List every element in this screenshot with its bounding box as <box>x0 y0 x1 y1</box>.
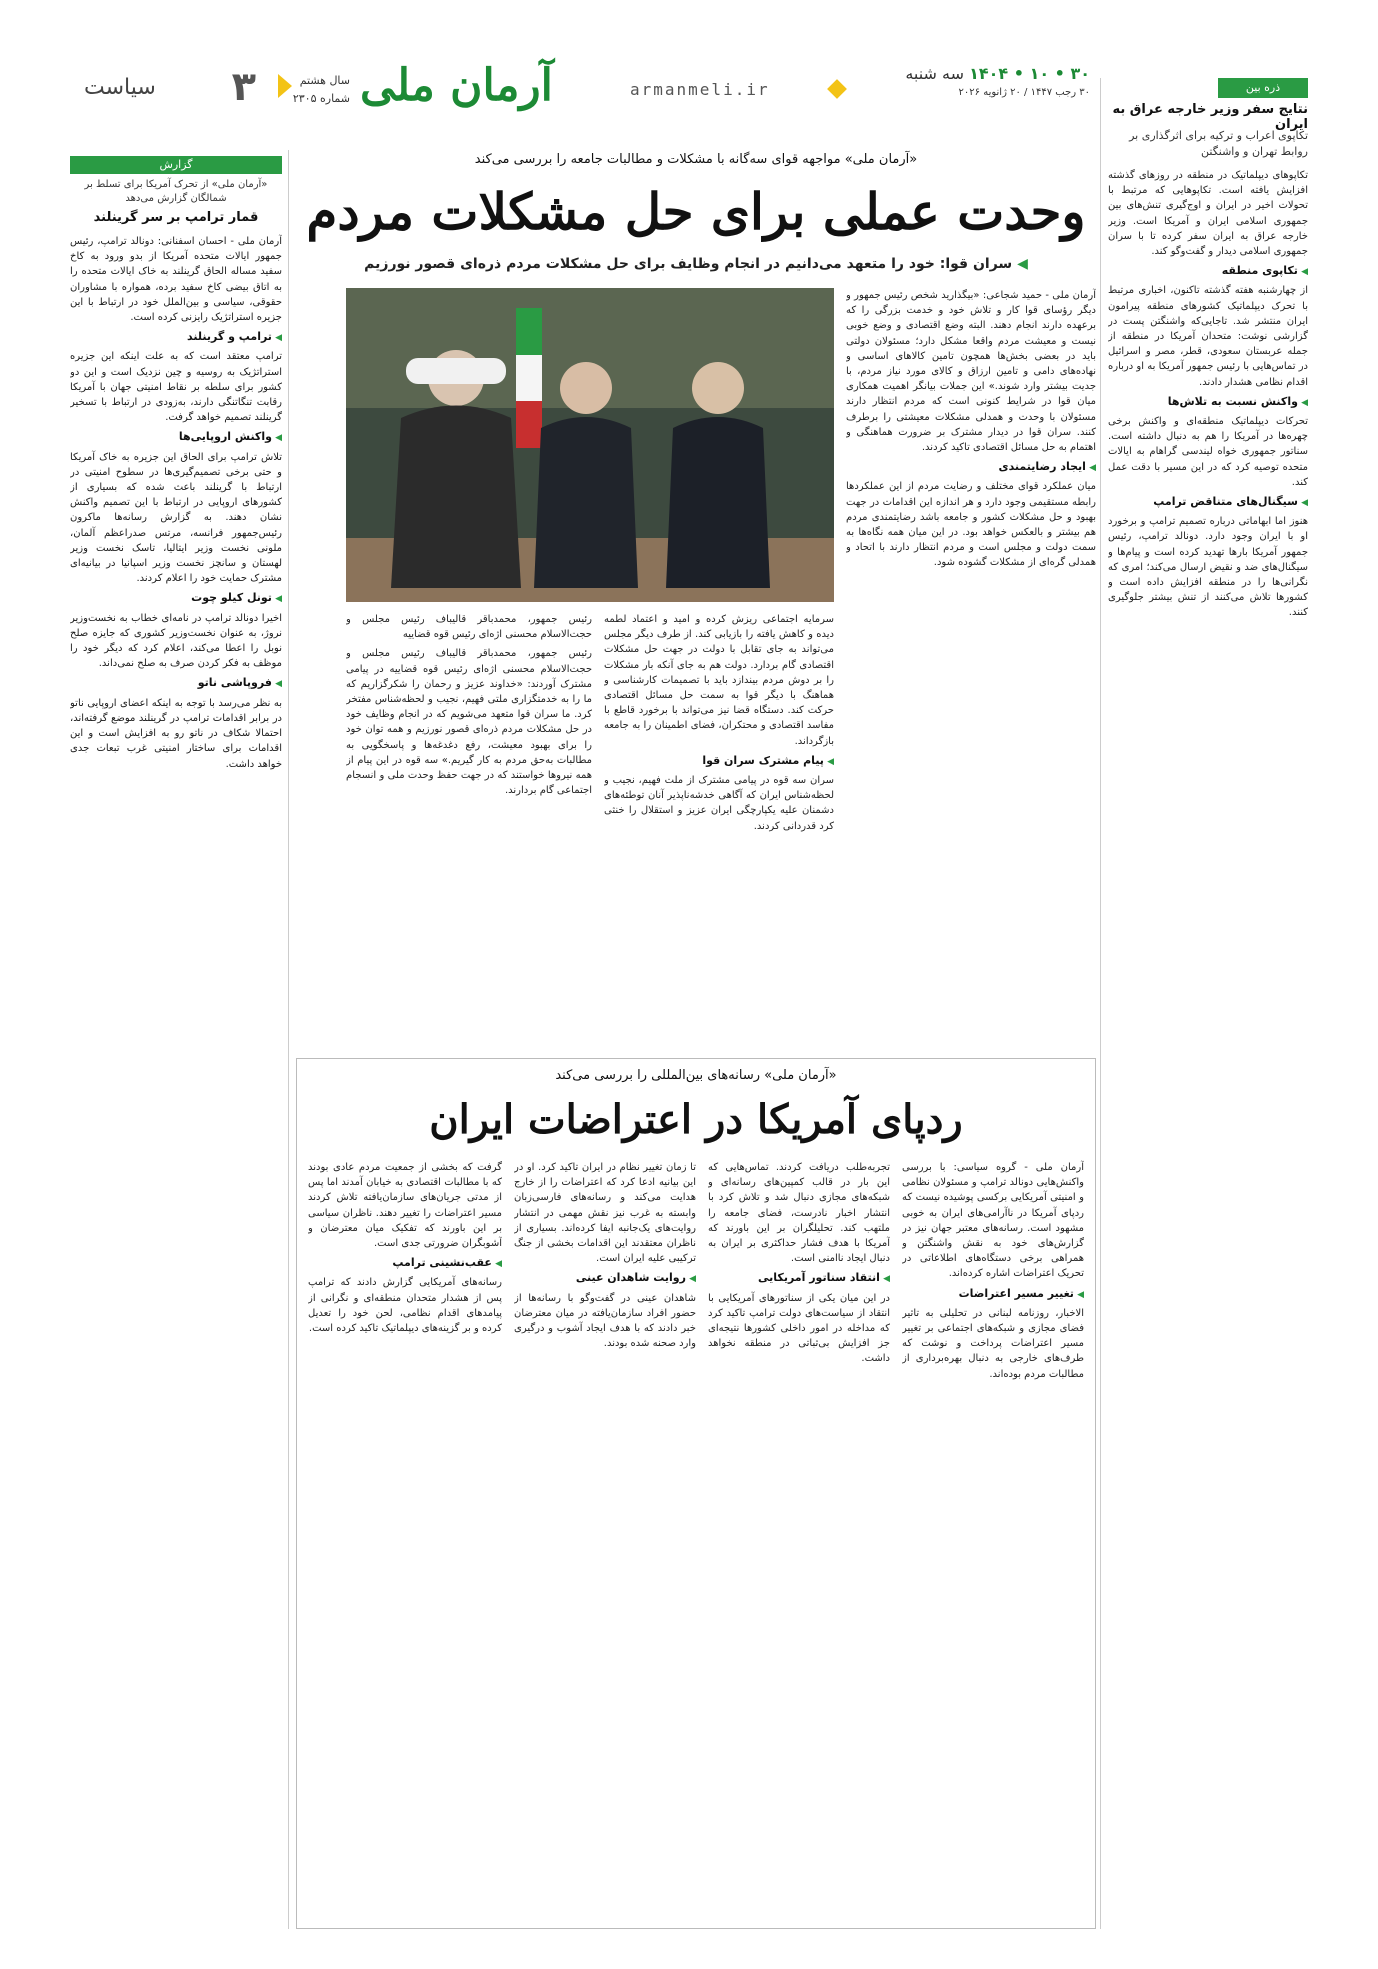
second-column-4-text: گرفت که بخشی از جمعیت مردم عادی بودند که با مطالبات اقتصادی به خیابان آمدند اما پس از مدتی جریان‌های سازمان‌یافته تلاش کردند مسیر اعتراضات را تغییر دهند. ناظران سیاسی بر این باورند که تفکیک میان معترضان و آشوبگران ضرورتی جدی است. <box>308 1162 502 1250</box>
second-column-3b-text: شاهدان عینی در گفت‌وگو با رسانه‌ها از حضور افراد سازمان‌یافته در میان معترضان خبر دادند که با هدف ایجاد آشوب و درگیری وارد صحنه شده بودند. <box>514 1292 696 1350</box>
lead-column-1b-text: میان عملکرد قوای مختلف و رضایت مردم از این عملکردها رابطه مستقیمی وجود دارد و هر اندازه این اقدامات در جهت بهبود و حل مشکلات کشور و جامعه باشد رضایتمندی مردم هم بیشتر و بالعکس خواهد بود. در این میان همه نگاه‌ها به سمت دولت و مجلس است و مردم انتظار دارند با اتحاد و همدلی گره‌ای از مشکلات گشوده شود. <box>846 481 1096 569</box>
report-title[interactable]: قمار ترامپ بر سر گرینلند <box>93 210 259 225</box>
newspaper-logo[interactable]: آرمان ملی <box>360 60 553 111</box>
sidebar-para-2: تحرکات دیپلماتیک منطقه‌ای و واکنش برخی چهره‌ها در آمریکا را هم به دنبال داشته است. سناتور جمهوری خواه لیندسی گراهام به ایالات متحده توصیه کرد که در این مسیر با دقت عمل کند. <box>1108 416 1308 488</box>
sidebar-para-3: هنوز اما ابهاماتی درباره تصمیم ترامپ و برخورد او با ایران وجود دارد. دونالد ترامپ، رئیس جمهور آمریکا بارها تهدید کرده است و پیام‌ها و سیگنال‌های ضد و نقیض ارسال می‌کند؛ امری که نگرانی‌ها را در منطقه افزایش داده است و کشورها تلاش می‌کنند از تنش بیشتر جلوگیری کنند. <box>1108 516 1308 619</box>
sidebar-title[interactable]: نتایج سفر وزیر خارجه عراق به ایران <box>1112 102 1308 132</box>
lead-headline[interactable]: وحدت عملی برای حل مشکلات مردم <box>306 182 1086 241</box>
second-heading-3: ◀ روایت شاهدان عینی <box>514 1270 696 1287</box>
edition-year: سال هشتم <box>299 74 350 87</box>
report-para-2: تلاش ترامپ برای الحاق این جزیره به خاک آمریکا و حتی برخی تصمیم‌گیری‌ها در سطوح امنیتی در ارتباط با گرینلند باعث شده که بسیاری از کشورهای اروپایی در ارتباط با این تصمیم واکنش نشان دهند. به گزارش رسانه‌ها ماکرون رئیس‌جمهور فرانسه، مرتس صدراعظم آلمان، ملونی نخست وزیر ایتالیا، تاسک نخست وزیر لهستان و سانچز نخست وزیر اسپانیا در بیانیه‌ای مشترک حمایت خود را اعلام کردند. <box>70 451 282 585</box>
sidebar-para-1: از چهارشنبه هفته گذشته تاکنون، اخباری مرتبط با تحرک دیپلماتیک کشورهای منطقه پیرامون ایران منتشر شد. تاجایی‌که واشنگتن پست در گزارشی نوشت: متحدان آمریکا در منطقه از جمله عربستان سعودی، قطر، مصر و اسرائیل در تماس‌هایی با رئیس جمهور آمریکا به او درباره اقدام نظامی هشدار دادند. <box>1108 285 1308 388</box>
sidebar-heading-2: ◀ واکنش نسبت به تلاش‌ها <box>1108 394 1308 411</box>
report-heading-1: ◀ ترامپ و گرینلند <box>70 329 282 346</box>
diamond-icon <box>827 79 847 99</box>
lead-column-2b-text: سران سه قوه در پیامی مشترک از ملت فهیم، نجیب و لحظه‌شناس ایران که آگاهی خدشه‌ناپذیر آنان توطئه‌های دشمنان علیه یکپارچگی ایران عزیز و استقلال را خنثی کرد قدردانی کردند. <box>604 775 834 832</box>
second-heading-1: ◀ تغییر مسیر اعتراضات <box>902 1286 1084 1303</box>
column-divider <box>288 150 289 1929</box>
second-column-2b-text: در این میان یکی از سناتورهای آمریکایی با انتقاد از سیاست‌های دولت ترامپ تاکید کرد که مداخله در امور داخلی کشورها نتیجه‌ای جز افزایش بی‌ثباتی در منطقه نخواهد داشت. <box>708 1292 890 1365</box>
site-url[interactable]: armanmeli.ir <box>630 80 770 99</box>
lead-column-1 <box>846 288 1096 1052</box>
lead-column-2-text: سرمایه اجتماعی ریزش کرده و امید و اعتماد لطمه دیده و کاهش یافته را بازیابی کند. از طرف دیگر مجلس می‌تواند به جای تقابل با دولت در جهت حل مشکلات اقتصادی گام بردارد. دولت هم به جای آنکه بار مشکلات را بر دوش مردم بیندازد باید با تصمیمات کارشناسی و هماهنگ با دیگر قوا به سمت حل مسائل اقتصادی حرکت کند. دستگاه قضا نیز می‌تواند با برخورد قاطع با مفاسد اقتصادی و محتکران، فضای اطمینان را به جامعه بازگرداند. <box>604 614 834 747</box>
lead-story <box>296 152 1096 1052</box>
report-heading-2: ◀ واکنش اروپایی‌ها <box>70 429 282 446</box>
weekday: سه شنبه <box>905 64 965 83</box>
page-section-box <box>70 64 270 110</box>
second-heading-2: ◀ انتقاد سناتور آمریکایی <box>708 1270 890 1287</box>
lead-column-3 <box>346 612 592 1052</box>
report-heading-3: ◀ تونل کیلو چوت <box>70 590 282 607</box>
lead-kicker: «آرمان ملی» مواجهه قوای سه‌گانه با مشکلات و مطالبات جامعه را بررسی می‌کند <box>474 152 918 167</box>
column-divider <box>1100 78 1101 1929</box>
second-column-4b-text: رسانه‌های آمریکایی گزارش دادند که ترامپ پس از هشدار متحدان منطقه‌ای و نگرانی از پیامدهای اقدام نظامی، لحن خود را تعدیل کرده و بر گزینه‌های دیپلماتیک تاکید کرده است. <box>308 1277 502 1335</box>
second-column-2-text: تجربه‌طلب دریافت کردند. تماس‌هایی که این بار در قالب کمپین‌های رسانه‌ای و شبکه‌های مجازی دنبال شد و تلاش کرد با انتشار اخبار نادرست، فضای جامعه را ملتهب کند. تحلیلگران بر این باورند که آمریکا با هدف فشار حداکثری بر ایران به دنبال ایجاد ناامنی است. <box>708 1162 890 1265</box>
report-heading-4: ◀ فروپاشی ناتو <box>70 675 282 692</box>
sidebar-badge: ذره بین <box>1218 78 1308 98</box>
date-sub: ۳۰ رجب ۱۴۴۷ / ۲۰ ژانویه ۲۰۲۶ <box>958 87 1090 98</box>
second-column-3 <box>514 1160 696 1919</box>
edition-info <box>270 72 350 108</box>
lead-photo-caption: رئیس جمهور، محمدباقر قالیباف رئیس مجلس و حجت‌الاسلام محسنی اژه‌ای رئیس قوه قضاییه <box>346 614 592 641</box>
section-name: سیاست <box>84 74 156 100</box>
sidebar-heading-3: ◀ سیگنال‌های متناقض ترامپ <box>1108 494 1308 511</box>
date-solar: ۳۰ • ۱۰ • ۱۴۰۴ <box>969 64 1090 83</box>
report-para-4: به نظر می‌رسد با توجه به اینکه اعضای اروپایی ناتو در برابر اقدامات ترامپ در گرینلند موضع گرفته‌اند، احتمالا شکاف در ناتو رو به افزایش است و این اقدامات برای ساختار امنیتی غرب تبعات جدی خواهد داشت. <box>70 697 282 770</box>
second-column-1-text: آرمان ملی - گروه سیاسی: با بررسی واکنش‌هایی دونالد ترامپ و مسئولان نظامی و امنیتی آمریکایی برکسی پوشیده نیست که ردپای آمریکا در ناآرامی‌های ایران به خوبی مشهود است. رسانه‌های معتبر جهان نیز در گزارش‌های خود به نقش واشنگتن و همراهی برخی دستگاه‌های اطلاعاتی در تحریک اعتراضات اشاره کرده‌اند. <box>902 1162 1084 1280</box>
report-para-1: ترامپ معتقد است که به علت اینکه این جزیره استراتژیک به روسیه و چین نزدیک است و این دو کشور برای سلطه بر نقاط امنیتی جهان با آمریکا رقابت تنگاتنگی دارند، به‌زودی در ارتباط با تسخیر گرینلند تصمیم خواهد گرفت. <box>70 351 282 424</box>
second-column-1 <box>902 1160 1084 1919</box>
lead-heading-satisfaction: ◀ ایجاد رضایتمندی <box>846 459 1096 476</box>
second-heading-4: ◀ عقب‌نشینی ترامپ <box>308 1255 502 1272</box>
sidebar-column <box>1108 78 1308 1929</box>
leaders-photo-illustration <box>346 288 834 602</box>
lead-photo[interactable] <box>346 288 834 602</box>
sidebar-subtitle: تکاپوی اعراب و ترکیه برای اثرگذاری بر روابط تهران و واشنگتن <box>1129 129 1308 158</box>
report-lead: آرمان ملی - احسان اسفنانی: دونالد ترامپ، رئیس جمهور ایالات متحده آمریکا از بدو ورود به کاخ سفید مساله الحاق گرینلند به خاک ایالات متحده را به اتاق بیضی کاخ سفید برده، همواره با مشاوران حقوقی، سیاسی و بین‌الملل خود در ارتباط با این جزیره استراتژیک رایزنی کرده است. <box>70 236 282 324</box>
issue-number: شماره ۲۳۰۵ <box>292 92 350 105</box>
date-block <box>900 64 1090 98</box>
report-badge: گزارش <box>70 156 282 174</box>
page-number: ۳ <box>231 64 256 110</box>
second-headline[interactable]: ردپای آمریکا در اعتراضات ایران <box>429 1096 963 1143</box>
report-kicker: «آرمان ملی» از تحرک آمریکا برای تسلط بر شمالگان گزارش می‌دهد <box>84 179 268 204</box>
sidebar-heading-1: ◀ تکاپوی منطقه <box>1108 263 1308 280</box>
lead-column-1-text: آرمان ملی - حمید شجاعی: «بیگذارید شخص رئیس جمهور و دیگر رؤسای قوا کار و تلاش خود و خدمت بزرگی را که برعهده دارند انجام دهند. البته وضع اقتصادی و وضع خوبی نیست و معیشت مردم واقعا مشکل دارد؛ مسئولان دولتی باید در بعضی بخش‌ها همچون تامین کالاهای اساسی و نهاده‌های دامی و تامین ارزاق و کالای مورد نیاز مردم، با جدیت بیشتر وارد شوند.» این جملات بیانگر اهمیت همکاری میان قوا در شرایط کنونی است که مردم انتظار دارند مسئولان با وحدت و همدلی مشکلات معیشتی را برطرف کنند. سران قوا در دیدار مشترک بر ضرورت هماهنگی و اهتمام به حل مسائل اقتصادی تاکید کردند. <box>846 290 1096 454</box>
lead-column-3-text: رئیس جمهور، محمدباقر قالیباف رئیس مجلس و حجت‌الاسلام محسنی اژه‌ای رئیس قوه قضاییه در پیامی مشترک آوردند: «خداوند عزیز و رحمان را شکرگزاریم که ما را به خدمتگزاری ملتی فهیم، نجیب و لحظه‌شناس مفتخر کرد. ما سران قوا متعهد می‌شویم که در انجام وظایف خود در حل مشکلات مردم ذره‌ای قصور نورزیم و همه توان خود را برای بهبود معیشت، رفع دغدغه‌ها و پاسخگویی به مطالبات به‌حق مردم به کار گیریم.» سه قوه در این پیام از همه نیروها خواستند که در جهت حفظ وحدت ملی و انسجام اجتماعی گام بردارند. <box>346 648 592 797</box>
sidebar-body <box>1108 168 1308 1929</box>
lead-column-2 <box>604 612 834 1052</box>
report-body <box>70 234 282 1929</box>
report-para-3: اخیرا دونالد ترامپ در نامه‌ای خطاب به نخست‌وزیر نروژ، به عنوان نخست‌وزیر کشوری که جایزه صلح نوبل را اعطا می‌کند، اعلام کرد که دیگر خود را موظف به فکر کردن صرف به صلح نمی‌داند. <box>70 612 282 670</box>
lead-heading-joint-message: ◀ پیام مشترک سران قوا <box>604 753 834 770</box>
second-column-1b-text: الاخبار، روزنامه لبنانی در تحلیلی به تاثیر فضای مجازی و شبکه‌های اجتماعی بر تغییر مسیر اعتراضات پرداخت و نوشت که طرف‌های خارجی به دنبال بهره‌برداری از مطالبات مردم بوده‌اند. <box>902 1307 1084 1380</box>
report-column <box>70 156 282 1929</box>
second-column-3-text: تا زمان تغییر نظام در ایران تاکید کرد. او در این بیانیه ادعا کرد که اعتراضات را از خارج هدایت می‌کند و رسانه‌های فارسی‌زبان وابسته به غرب نیز نقش مهمی در انتشار روایت‌های یک‌جانبه ایفا کرده‌اند. بسیاری از ناظران معتقدند این اقدامات بخشی از جنگ ترکیبی علیه ایران است. <box>514 1162 696 1265</box>
second-column-4 <box>308 1160 502 1919</box>
second-story <box>296 1058 1096 1929</box>
second-column-2 <box>708 1160 890 1919</box>
second-kicker: «آرمان ملی» رسانه‌های بین‌المللی را بررسی می‌کند <box>555 1068 837 1083</box>
lead-subhead: ◀ سران قوا: خود را متعهد می‌دانیم در انجام وظایف برای حل مشکلات مردم ذره‌ای قصور نورزیم <box>296 256 1096 272</box>
sidebar-intro: تکاپوهای دیپلماتیک در منطقه در روزهای گذشته افزایش یافته است. تکاپوهایی که مرتبط با تحولات اخیر در ایران و اوج‌گیری تنش‌های بین جمهوری اسلامی ایران و آمریکا است. وزیر خارجه عراق به ایران سفر کرده تا با سران جمهوری اسلامی دیدار و گفت‌وگو کند. <box>1108 170 1308 258</box>
